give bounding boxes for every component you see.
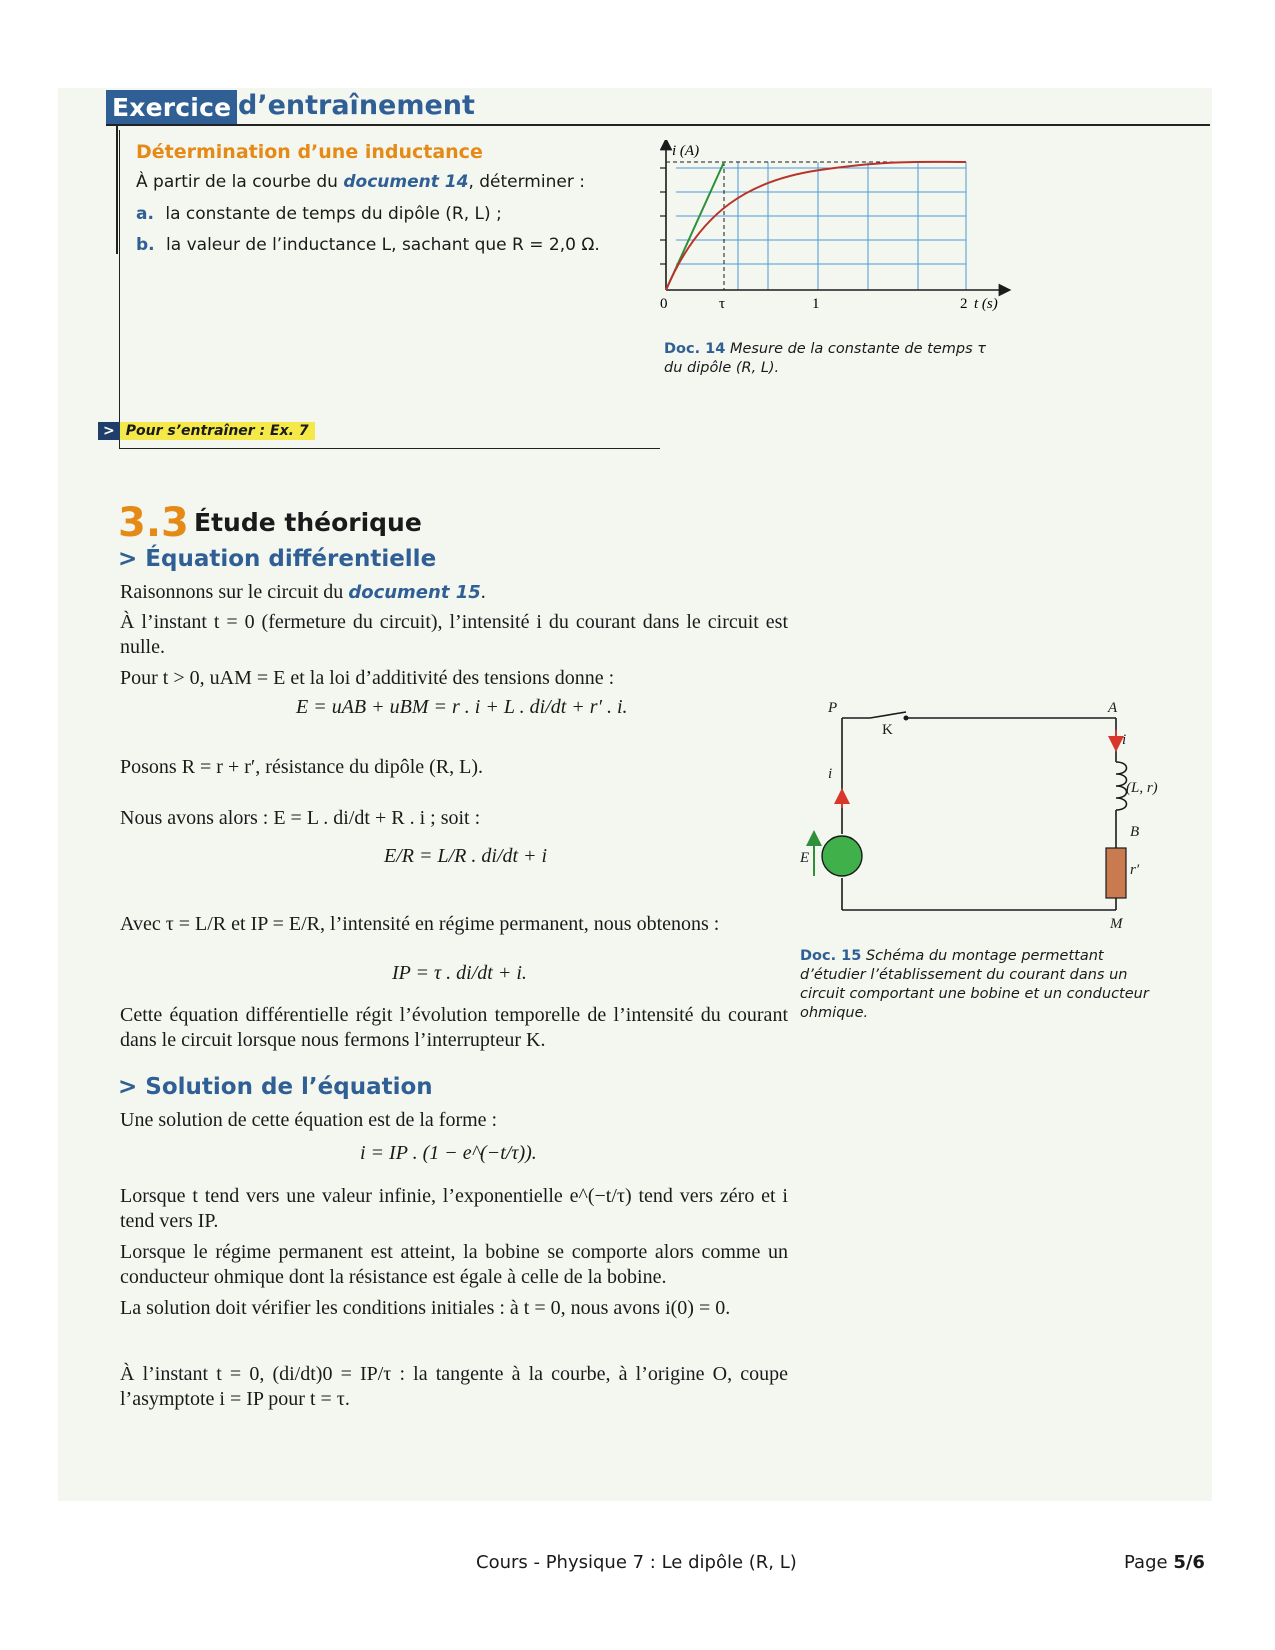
doc15-caption-line: d’étudier l’établissement du courant dans un <box>800 967 1128 983</box>
label-M: M <box>1110 916 1123 932</box>
doc14-x-label: t (s) <box>974 296 998 312</box>
solution-heading <box>118 1074 433 1100</box>
exercise-left-bar <box>116 126 118 254</box>
solution-eq: i = IP . (1 − e^(−t/τ)). <box>360 1142 537 1164</box>
train-label: Pour s’entraîner : Ex. 7 <box>120 422 315 440</box>
footer-course: Cours - Physique 7 : Le dipôle (R, L) <box>476 1552 797 1573</box>
doc15-caption <box>800 947 1200 1023</box>
eqdiff-p7: Cette équation différentielle régit l’évolution temporelle de l’intensité du courant dans le circuit lorsque nous fermons l’interrupteur K. <box>120 1004 788 1051</box>
exercise-tag: Exercice <box>106 90 237 126</box>
exercise-item-b <box>136 235 600 255</box>
doc14-caption-label: Doc. 14 <box>664 341 726 357</box>
label-i-right: i <box>1122 732 1127 748</box>
eqdiff-p5: Nous avons alors : E = L . di/dt + R . i ; soit : <box>120 807 481 829</box>
label-A: A <box>1108 700 1118 716</box>
doc14-graph <box>660 140 1020 330</box>
doc15-caption-label: Doc. 15 <box>800 948 862 964</box>
doc14-caption <box>664 340 986 378</box>
eqdiff-eq3: IP = τ . di/dt + i. <box>392 962 527 984</box>
label-Lr: (L, r) <box>1126 780 1158 796</box>
doc14-caption-text-1: Mesure de la constante de temps τ <box>729 341 986 357</box>
doc14-y-label: i (A) <box>672 143 700 159</box>
eqdiff-p1-prefix: Raisonnons sur le circuit du <box>120 581 344 603</box>
exercise-item-letter: a. <box>136 204 154 224</box>
footer-page-value: 5/6 <box>1173 1552 1205 1573</box>
label-E: E <box>800 850 810 866</box>
eqdiff-heading-text: Équation différentielle <box>145 546 437 572</box>
doc15-caption-line: ohmique. <box>800 1005 869 1021</box>
eqdiff-p1 <box>120 580 788 605</box>
eqdiff-eq1: E = uAB + uBM = r . i + L . di/dt + r′ . i. <box>296 696 628 718</box>
doc14-tick-2: 2 <box>960 296 968 312</box>
solution-p1: Une solution de cette équation est de la forme : <box>120 1109 498 1131</box>
label-B: B <box>1130 824 1140 840</box>
section-number: 3.3 <box>118 500 189 546</box>
solution-heading-text: Solution de l’équation <box>145 1074 433 1100</box>
doc15-caption-line: Schéma du montage permettant <box>865 948 1104 964</box>
exercise-intro <box>136 172 585 192</box>
solution-p2: Lorsque t tend vers une valeur infinie, l’exponentielle e^(−t/τ) tend vers zéro et i tend vers IP. <box>120 1185 788 1232</box>
train-link[interactable] <box>98 422 315 440</box>
label-i-left: i <box>828 766 833 782</box>
solution-p5: À l’instant t = 0, (di/dt)0 = IP/τ : la tangente à la courbe, à l’origine O, coupe l’asymptote i = IP pour t = τ. <box>120 1363 788 1410</box>
solution-p4: La solution doit vérifier les conditions initiales : à t = 0, nous avons i(0) = 0. <box>120 1297 731 1319</box>
doc14-curve <box>666 162 966 290</box>
exercise-docref[interactable]: document 14 <box>343 172 469 192</box>
doc14-caption-text-2: du dipôle (R, L). <box>664 360 780 376</box>
resistor-icon <box>1106 848 1126 898</box>
exercise-item-a <box>136 204 502 224</box>
doc14-tick-1: 1 <box>812 296 820 312</box>
eqdiff-p6: Avec τ = L/R et IP = E/R, l’intensité en régime permanent, nous obtenons : <box>120 913 720 935</box>
chevron-right-icon: > <box>118 546 138 572</box>
exercise-item-text: la valeur de l’inductance L, sachant que R = 2,0 Ω. <box>166 235 600 255</box>
chevron-right-icon: > <box>98 422 120 440</box>
doc15-caption-line: circuit comportant une bobine et un conducteur <box>800 986 1149 1002</box>
exercise-item-text: la constante de temps du dipôle (R, L) ; <box>165 204 502 224</box>
eqdiff-p4: Posons R = r + r′, résistance du dipôle (R, L). <box>120 756 483 778</box>
doc14-tick-0: 0 <box>660 296 668 312</box>
section-title: Étude théorique <box>194 508 422 537</box>
solution-p3: Lorsque le régime permanent est atteint, la bobine se comporte alors comme un conducteur ohmique dont la résistance est égale à celle de la bobine. <box>120 1241 788 1288</box>
doc15-circuit <box>800 700 1200 940</box>
eqdiff-p1-suffix: . <box>480 581 486 603</box>
doc14-grid <box>676 162 966 290</box>
footer-page-prefix: Page <box>1124 1552 1168 1573</box>
eqdiff-docref[interactable]: document 15 <box>348 582 481 603</box>
eqdiff-p2: À l’instant t = 0 (fermeture du circuit), l’intensité i du courant dans le circuit est nulle. <box>120 611 788 658</box>
exercise-intro-suffix: , déterminer : <box>468 172 585 192</box>
generator-icon <box>822 836 862 876</box>
exercise-title: d’entraînement <box>238 90 475 121</box>
eqdiff-eq2: E/R = L/R . di/dt + i <box>384 845 548 867</box>
exercise-rule <box>106 124 1210 126</box>
exercise-item-letter: b. <box>136 235 155 255</box>
label-K: K <box>882 722 893 738</box>
eqdiff-heading <box>118 546 436 572</box>
chevron-right-icon: > <box>118 1074 138 1100</box>
label-rprime: r′ <box>1130 862 1140 878</box>
eqdiff-p3: Pour t > 0, uAM = E et la loi d’additivité des tensions donne : <box>120 667 615 689</box>
exercise-intro-prefix: À partir de la courbe du <box>136 172 338 192</box>
exercise-subtitle: Détermination d’une inductance <box>136 141 483 163</box>
doc14-tick-tau: τ <box>719 296 726 312</box>
label-P: P <box>828 700 838 716</box>
footer-page <box>1124 1552 1205 1573</box>
